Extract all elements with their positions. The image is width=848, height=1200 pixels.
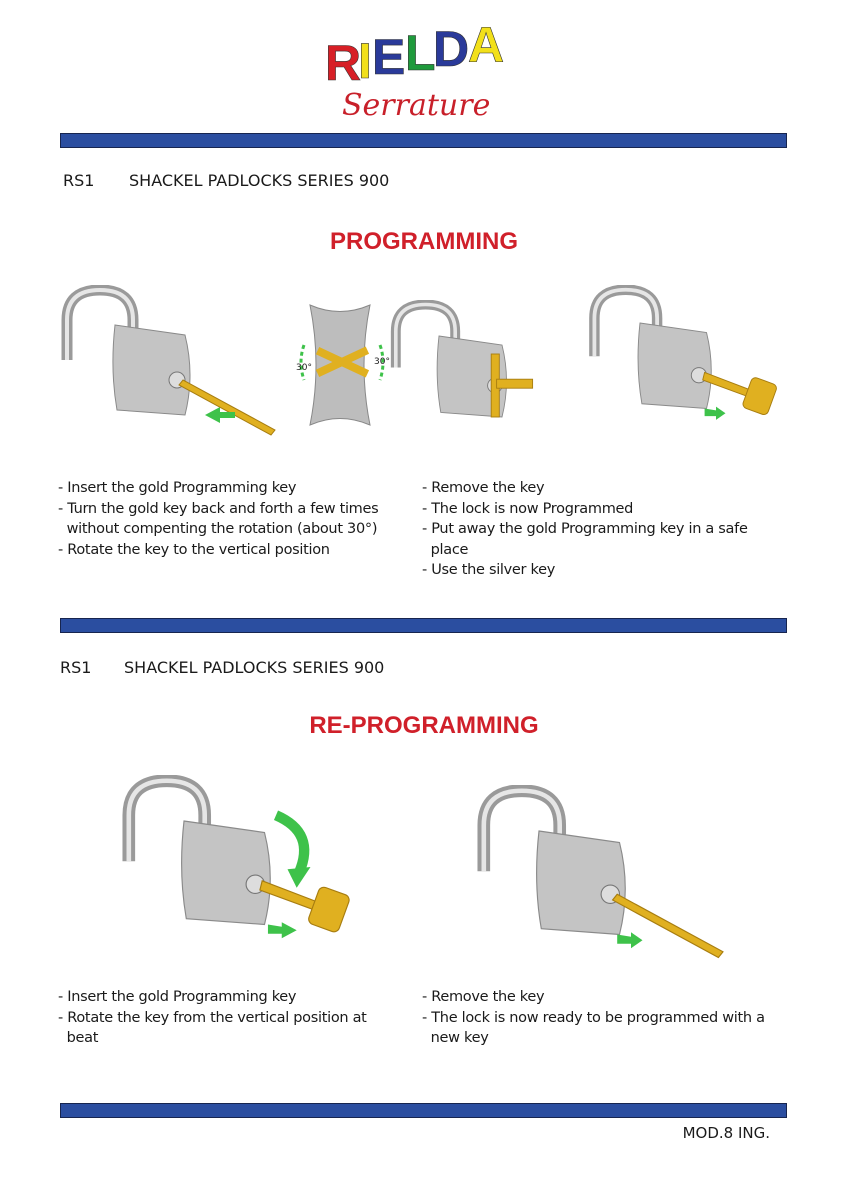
- instruction-line: - Insert the gold Programming key: [58, 480, 297, 496]
- rielda-logo: [320, 8, 530, 123]
- divider-bar: [60, 133, 787, 148]
- instructions-left: [58, 478, 378, 560]
- angle-label: 30°: [374, 357, 390, 367]
- instruction-line: - Remove the key: [422, 480, 545, 496]
- series-title: SHACKEL PADLOCKS SERIES 900: [124, 658, 385, 677]
- divider-bar: [60, 618, 787, 633]
- svg-text:Serrature: Serrature: [342, 88, 491, 123]
- instruction-line: place: [422, 541, 469, 558]
- product-code: RS1: [60, 658, 92, 677]
- series-title: SHACKEL PADLOCKS SERIES 900: [129, 171, 390, 190]
- product-code: RS1: [63, 171, 95, 190]
- instruction-line: beat: [58, 1030, 99, 1046]
- padlock-vertical-key: [385, 300, 565, 430]
- instruction-line: - Use the silver key: [422, 562, 556, 578]
- svg-text:D: D: [433, 21, 470, 77]
- svg-text:I: I: [358, 33, 372, 89]
- instruction-line: - Put away the gold Programming key in a safe: [422, 521, 748, 537]
- instruction-line: - Rotate the key to the vertical position: [58, 541, 330, 558]
- instruction-line: - Remove the key: [422, 989, 545, 1005]
- instruction-line: - Insert the gold Programming key: [58, 989, 297, 1005]
- key-rotation-diagram: [290, 300, 390, 430]
- instructions-right: [422, 478, 748, 581]
- svg-text:E: E: [372, 29, 406, 85]
- footer-model: MOD.8 ING.: [682, 1124, 770, 1142]
- svg-text:A: A: [468, 17, 505, 73]
- padlock-remove-gold-key: [470, 785, 740, 965]
- padlock-rotate-key: [115, 775, 375, 965]
- instructions-right: [422, 987, 765, 1049]
- instruction-line: - Turn the gold key back and forth a few times: [58, 500, 379, 517]
- instruction-line: without compenting the rotation (about 30°): [58, 521, 378, 537]
- svg-text:R: R: [325, 35, 362, 91]
- instruction-line: - The lock is now ready to be programmed with a: [422, 1009, 765, 1026]
- instruction-line: - The lock is now Programmed: [422, 500, 634, 517]
- padlock-remove-key: [583, 285, 803, 445]
- section-heading: PROGRAMMING: [330, 228, 518, 255]
- instruction-line: new key: [422, 1030, 489, 1046]
- divider-bar: [60, 1103, 787, 1118]
- instruction-line: - Rotate the key from the vertical position at: [58, 1009, 367, 1026]
- section-heading: RE-PROGRAMMING: [309, 712, 539, 739]
- angle-label: 30°: [296, 363, 312, 373]
- padlock-insert-gold-key: [55, 285, 295, 445]
- svg-text:L: L: [405, 25, 436, 81]
- instructions-left: [58, 987, 367, 1049]
